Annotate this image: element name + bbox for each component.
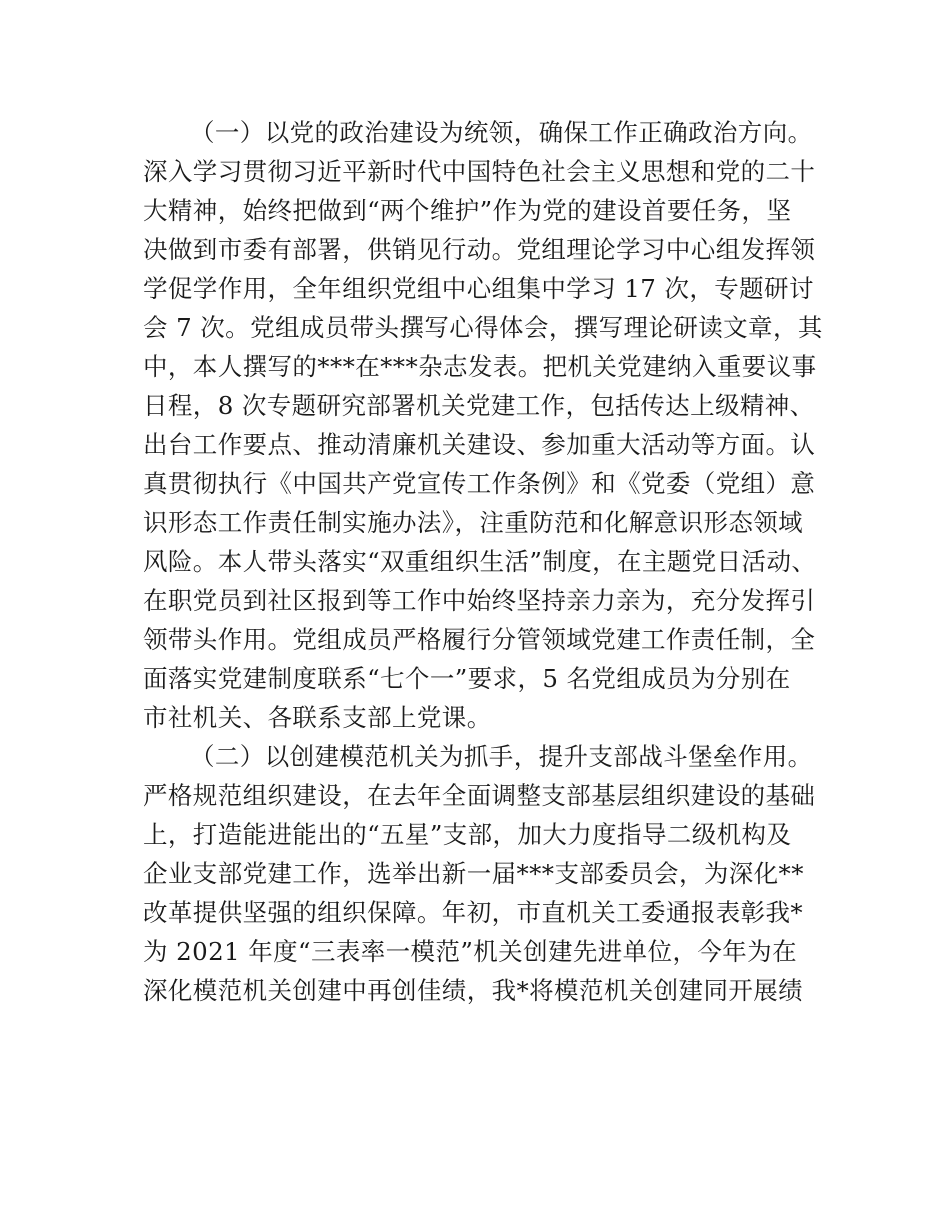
paragraph-line: 在职党员到社区报到等工作中始终坚持亲力亲为，充分发挥引 [143,586,816,615]
paragraph-line: 企业支部党建工作，选举出新一届***支部委员会，为深化** [143,859,804,888]
paragraph-line: 领带头作用。党组成员严格履行分管领域党建工作责任制，全 [143,625,816,654]
paragraph-line: 学促学作用，全年组织党组中心组集中学习 17 次，专题研讨 [143,274,814,303]
paragraph-line: 深入学习贯彻习近平新时代中国特色社会主义思想和党的二十 [143,157,816,186]
paragraph-line: 上，打造能进能出的“五星”支部，加大力度指导二级机构及 [143,820,792,849]
paragraph-line: 大精神，始终把做到“两个维护”作为党的建设首要任务，坚 [143,196,792,225]
paragraph-line: 为 2021 年度“三表率一模范”机关创建先进单位，今年为在 [143,937,797,966]
paragraph-line: 出台工作要点、推动清廉机关建设、参加重大活动等方面。认 [143,430,816,459]
paragraph-line: 风险。本人带头落实“双重组织生活”制度，在主题党日活动、 [143,547,817,576]
paragraph-line: 真贯彻执行《中国共产党宣传工作条例》和《党委（党组）意 [143,469,816,498]
heading-1: （一）以党的政治建设为统领，确保工作正确政治方向。 [190,118,813,147]
paragraph-line: 深化模范机关创建中再创佳绩，我*将模范机关创建同开展绩 [143,976,804,1005]
heading-2: （二）以创建模范机关为抓手，提升支部战斗堡垒作用。 [190,742,813,771]
paragraph-line: 会 7 次。党组成员带头撰写心得体会，撰写理论研读文章，其 [143,313,823,342]
paragraph-line: 市社机关、各联系支部上党课。 [143,703,492,732]
paragraph-line: 面落实党建制度联系“七个一”要求，5 名党组成员为分别在 [143,664,791,693]
paragraph-line: 中，本人撰写的***在***杂志发表。把机关党建纳入重要议事 [143,352,817,381]
paragraph-line: 识形态工作责任制实施办法》，注重防范和化解意识形态领域 [143,508,804,537]
paragraph-line: 严格规范组织建设，在去年全面调整支部基层组织建设的基础 [143,781,816,810]
paragraph-line: 日程，8 次专题研究部署机关党建工作，包括传达上级精神、 [143,391,815,420]
paragraph-line: 决做到市委有部署，供销见行动。党组理论学习中心组发挥领 [143,235,816,264]
paragraph-line: 改革提供坚强的组织保障。年初，市直机关工委通报表彰我* [143,898,804,927]
